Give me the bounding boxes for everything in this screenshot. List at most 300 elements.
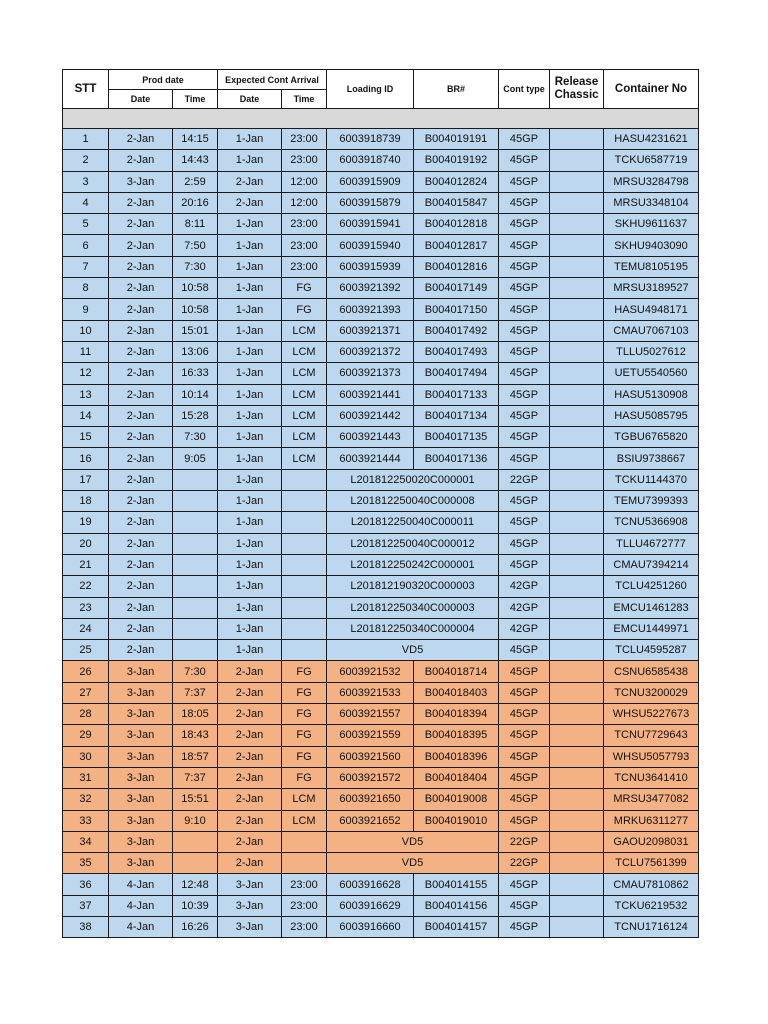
cell-loading-id: 6003921372 bbox=[327, 341, 414, 362]
cell-loading-ref: L201812250020C000001 bbox=[327, 469, 499, 490]
cell-loading-id: 6003921441 bbox=[327, 384, 414, 405]
cell-container-no: SKHU9403090 bbox=[604, 235, 699, 256]
cell-release-chassic bbox=[550, 767, 604, 788]
cell-arrival-time bbox=[282, 618, 327, 639]
cell-prod-time: 7:30 bbox=[173, 427, 218, 448]
cell-arrival-time: LCM bbox=[282, 384, 327, 405]
cell-cont-type: 22GP bbox=[499, 831, 550, 852]
cell-container-no: CMAU7067103 bbox=[604, 320, 699, 341]
cell-prod-date: 3-Jan bbox=[109, 171, 173, 192]
header-stt: STT bbox=[63, 70, 109, 109]
cell-arrival-date: 1-Jan bbox=[218, 618, 282, 639]
cell-prod-date: 2-Jan bbox=[109, 576, 173, 597]
cell-arrival-time: LCM bbox=[282, 405, 327, 426]
cell-release-chassic bbox=[550, 129, 604, 150]
cell-loading-ref: VD5 bbox=[327, 831, 499, 852]
cell-release-chassic bbox=[550, 895, 604, 916]
cell-release-chassic bbox=[550, 299, 604, 320]
cell-prod-time: 15:51 bbox=[173, 789, 218, 810]
cell-cont-type: 45GP bbox=[499, 746, 550, 767]
cell-br: B004017134 bbox=[414, 405, 499, 426]
cell-stt: 12 bbox=[63, 363, 109, 384]
cell-loading-id: 6003921371 bbox=[327, 320, 414, 341]
cell-cont-type: 45GP bbox=[499, 171, 550, 192]
cell-release-chassic bbox=[550, 320, 604, 341]
cell-loading-id: 6003916628 bbox=[327, 874, 414, 895]
cell-release-chassic bbox=[550, 533, 604, 554]
cell-container-no: WHSU5227673 bbox=[604, 704, 699, 725]
cell-cont-type: 45GP bbox=[499, 640, 550, 661]
cell-stt: 11 bbox=[63, 341, 109, 362]
cell-arrival-date: 2-Jan bbox=[218, 682, 282, 703]
cell-arrival-time: LCM bbox=[282, 448, 327, 469]
cell-cont-type: 45GP bbox=[499, 214, 550, 235]
table-row bbox=[63, 746, 699, 767]
cell-prod-time: 8:11 bbox=[173, 214, 218, 235]
cell-br: B004019010 bbox=[414, 810, 499, 831]
table-row bbox=[63, 682, 699, 703]
cell-prod-time: 14:15 bbox=[173, 129, 218, 150]
cell-stt: 33 bbox=[63, 810, 109, 831]
cell-arrival-date: 2-Jan bbox=[218, 789, 282, 810]
cell-arrival-time: LCM bbox=[282, 363, 327, 384]
cell-container-no: SKHU9611637 bbox=[604, 214, 699, 235]
cell-arrival-date: 3-Jan bbox=[218, 916, 282, 937]
cell-prod-date: 2-Jan bbox=[109, 597, 173, 618]
cell-container-no: TGBU6765820 bbox=[604, 427, 699, 448]
cell-br: B004015847 bbox=[414, 192, 499, 213]
cell-loading-id: 6003921650 bbox=[327, 789, 414, 810]
cell-prod-time: 15:28 bbox=[173, 405, 218, 426]
cell-container-no: TCKU6219532 bbox=[604, 895, 699, 916]
cell-stt: 29 bbox=[63, 725, 109, 746]
cell-prod-date: 4-Jan bbox=[109, 916, 173, 937]
table-row bbox=[63, 491, 699, 512]
table-row bbox=[63, 597, 699, 618]
cell-cont-type: 45GP bbox=[499, 704, 550, 725]
separator-row bbox=[63, 109, 699, 129]
cell-loading-id: 6003921373 bbox=[327, 363, 414, 384]
table-row bbox=[63, 640, 699, 661]
cell-br: B004019008 bbox=[414, 789, 499, 810]
cell-arrival-date: 2-Jan bbox=[218, 853, 282, 874]
cell-prod-time: 18:05 bbox=[173, 704, 218, 725]
cell-loading-id: 6003915879 bbox=[327, 192, 414, 213]
cell-br: B004018403 bbox=[414, 682, 499, 703]
cell-arrival-time: FG bbox=[282, 704, 327, 725]
cell-cont-type: 45GP bbox=[499, 299, 550, 320]
cell-cont-type: 45GP bbox=[499, 235, 550, 256]
cell-container-no: TCNU3200029 bbox=[604, 682, 699, 703]
cell-arrival-time: 23:00 bbox=[282, 916, 327, 937]
cell-loading-id: 6003921393 bbox=[327, 299, 414, 320]
table-body bbox=[63, 109, 699, 938]
cell-br: B004017493 bbox=[414, 341, 499, 362]
cell-stt: 15 bbox=[63, 427, 109, 448]
cell-prod-date: 3-Jan bbox=[109, 682, 173, 703]
cell-br: B004019191 bbox=[414, 129, 499, 150]
cell-container-no: CMAU7394214 bbox=[604, 554, 699, 575]
cell-prod-time: 7:30 bbox=[173, 661, 218, 682]
cell-loading-id: 6003921557 bbox=[327, 704, 414, 725]
cell-arrival-date: 2-Jan bbox=[218, 661, 282, 682]
cell-arrival-time: 23:00 bbox=[282, 874, 327, 895]
cell-prod-time: 10:14 bbox=[173, 384, 218, 405]
cell-arrival-date: 1-Jan bbox=[218, 341, 282, 362]
cell-br: B004012817 bbox=[414, 235, 499, 256]
cell-loading-id: 6003921560 bbox=[327, 746, 414, 767]
cell-prod-time: 10:58 bbox=[173, 278, 218, 299]
cell-release-chassic bbox=[550, 916, 604, 937]
cell-container-no: CSNU6585438 bbox=[604, 661, 699, 682]
cell-stt: 27 bbox=[63, 682, 109, 703]
cell-prod-time bbox=[173, 576, 218, 597]
cell-container-no: HASU5085795 bbox=[604, 405, 699, 426]
cell-prod-date: 2-Jan bbox=[109, 278, 173, 299]
cell-arrival-date: 3-Jan bbox=[218, 874, 282, 895]
cell-prod-time: 7:30 bbox=[173, 256, 218, 277]
cell-prod-date: 3-Jan bbox=[109, 661, 173, 682]
cell-prod-date: 2-Jan bbox=[109, 448, 173, 469]
cell-arrival-date: 1-Jan bbox=[218, 576, 282, 597]
cell-stt: 37 bbox=[63, 895, 109, 916]
cell-stt: 36 bbox=[63, 874, 109, 895]
cell-prod-time bbox=[173, 554, 218, 575]
cell-container-no: TLLU5027612 bbox=[604, 341, 699, 362]
cell-release-chassic bbox=[550, 661, 604, 682]
cell-container-no: BSIU9738667 bbox=[604, 448, 699, 469]
cell-release-chassic bbox=[550, 256, 604, 277]
table-row bbox=[63, 384, 699, 405]
header-cont-type: Cont type bbox=[499, 70, 550, 109]
cell-stt: 35 bbox=[63, 853, 109, 874]
cell-cont-type: 45GP bbox=[499, 916, 550, 937]
cell-stt: 28 bbox=[63, 704, 109, 725]
cell-prod-time: 12:48 bbox=[173, 874, 218, 895]
cell-container-no: TCKU1144370 bbox=[604, 469, 699, 490]
cell-prod-date: 2-Jan bbox=[109, 235, 173, 256]
cell-prod-date: 2-Jan bbox=[109, 299, 173, 320]
table-row bbox=[63, 341, 699, 362]
cell-release-chassic bbox=[550, 746, 604, 767]
cell-prod-date: 2-Jan bbox=[109, 533, 173, 554]
cell-arrival-date: 1-Jan bbox=[218, 469, 282, 490]
cell-prod-date: 3-Jan bbox=[109, 810, 173, 831]
cell-prod-time: 20:16 bbox=[173, 192, 218, 213]
cell-stt: 23 bbox=[63, 597, 109, 618]
cell-arrival-time: FG bbox=[282, 299, 327, 320]
cell-arrival-time: 23:00 bbox=[282, 129, 327, 150]
cell-arrival-date: 2-Jan bbox=[218, 192, 282, 213]
cell-cont-type: 45GP bbox=[499, 278, 550, 299]
cell-br: B004017150 bbox=[414, 299, 499, 320]
cell-arrival-date: 1-Jan bbox=[218, 299, 282, 320]
table-row bbox=[63, 448, 699, 469]
cell-container-no: TCNU3641410 bbox=[604, 767, 699, 788]
cell-stt: 2 bbox=[63, 150, 109, 171]
table-row bbox=[63, 214, 699, 235]
cell-container-no: EMCU1449971 bbox=[604, 618, 699, 639]
cell-stt: 34 bbox=[63, 831, 109, 852]
cell-arrival-time bbox=[282, 640, 327, 661]
cell-cont-type: 22GP bbox=[499, 853, 550, 874]
table-row bbox=[63, 810, 699, 831]
cell-arrival-date: 1-Jan bbox=[218, 150, 282, 171]
cell-cont-type: 45GP bbox=[499, 150, 550, 171]
cell-prod-date: 2-Jan bbox=[109, 640, 173, 661]
cell-cont-type: 45GP bbox=[499, 320, 550, 341]
table-row bbox=[63, 704, 699, 725]
table-row bbox=[63, 618, 699, 639]
cell-stt: 31 bbox=[63, 767, 109, 788]
cell-arrival-time: LCM bbox=[282, 341, 327, 362]
cell-br: B004018714 bbox=[414, 661, 499, 682]
cell-prod-time: 7:37 bbox=[173, 767, 218, 788]
cell-release-chassic bbox=[550, 725, 604, 746]
cell-loading-id: 6003915909 bbox=[327, 171, 414, 192]
table-row bbox=[63, 831, 699, 852]
cell-stt: 1 bbox=[63, 129, 109, 150]
cell-cont-type: 45GP bbox=[499, 661, 550, 682]
cell-release-chassic bbox=[550, 640, 604, 661]
cell-prod-date: 4-Jan bbox=[109, 895, 173, 916]
cell-arrival-date: 1-Jan bbox=[218, 320, 282, 341]
cell-loading-id: 6003916629 bbox=[327, 895, 414, 916]
cell-stt: 18 bbox=[63, 491, 109, 512]
cell-cont-type: 45GP bbox=[499, 810, 550, 831]
table-row bbox=[63, 512, 699, 533]
table-row bbox=[63, 767, 699, 788]
cell-prod-date: 3-Jan bbox=[109, 746, 173, 767]
table-row bbox=[63, 554, 699, 575]
cell-release-chassic bbox=[550, 341, 604, 362]
cell-cont-type: 42GP bbox=[499, 618, 550, 639]
cell-arrival-date: 1-Jan bbox=[218, 427, 282, 448]
cell-cont-type: 45GP bbox=[499, 554, 550, 575]
cell-prod-time: 13:06 bbox=[173, 341, 218, 362]
cell-arrival-date: 2-Jan bbox=[218, 810, 282, 831]
cell-arrival-time bbox=[282, 831, 327, 852]
cell-stt: 16 bbox=[63, 448, 109, 469]
cell-prod-time: 7:50 bbox=[173, 235, 218, 256]
cell-prod-time: 2:59 bbox=[173, 171, 218, 192]
cell-container-no: TCLU7561399 bbox=[604, 853, 699, 874]
cell-stt: 8 bbox=[63, 278, 109, 299]
cell-prod-time: 15:01 bbox=[173, 320, 218, 341]
cell-arrival-date: 1-Jan bbox=[218, 129, 282, 150]
cell-stt: 17 bbox=[63, 469, 109, 490]
cell-prod-date: 2-Jan bbox=[109, 214, 173, 235]
cell-arrival-time: LCM bbox=[282, 789, 327, 810]
header-release-chassic: Release Chassic bbox=[550, 70, 604, 109]
cell-prod-time bbox=[173, 469, 218, 490]
cell-container-no: TCNU1716124 bbox=[604, 916, 699, 937]
cell-arrival-time: 23:00 bbox=[282, 256, 327, 277]
cell-stt: 25 bbox=[63, 640, 109, 661]
cell-container-no: HASU4948171 bbox=[604, 299, 699, 320]
cell-arrival-time bbox=[282, 491, 327, 512]
cell-stt: 22 bbox=[63, 576, 109, 597]
table-row bbox=[63, 278, 699, 299]
cell-prod-time: 16:33 bbox=[173, 363, 218, 384]
table-row bbox=[63, 853, 699, 874]
cell-cont-type: 45GP bbox=[499, 427, 550, 448]
cell-stt: 3 bbox=[63, 171, 109, 192]
table-row bbox=[63, 874, 699, 895]
cell-container-no: TCLU4595287 bbox=[604, 640, 699, 661]
cell-arrival-date: 1-Jan bbox=[218, 491, 282, 512]
cell-arrival-time: 23:00 bbox=[282, 150, 327, 171]
cell-arrival-time: FG bbox=[282, 661, 327, 682]
cell-arrival-date: 2-Jan bbox=[218, 704, 282, 725]
cell-stt: 30 bbox=[63, 746, 109, 767]
cell-br: B004017492 bbox=[414, 320, 499, 341]
cell-br: B004017135 bbox=[414, 427, 499, 448]
cell-arrival-date: 1-Jan bbox=[218, 405, 282, 426]
cell-release-chassic bbox=[550, 384, 604, 405]
header-prod-date-time: Time bbox=[173, 90, 218, 109]
cell-stt: 20 bbox=[63, 533, 109, 554]
cell-arrival-date: 1-Jan bbox=[218, 384, 282, 405]
cell-loading-id: 6003921533 bbox=[327, 682, 414, 703]
cell-prod-date: 2-Jan bbox=[109, 320, 173, 341]
cell-prod-date: 3-Jan bbox=[109, 704, 173, 725]
cell-cont-type: 45GP bbox=[499, 405, 550, 426]
cell-container-no: CMAU7810862 bbox=[604, 874, 699, 895]
cell-container-no: WHSU5057793 bbox=[604, 746, 699, 767]
cell-br: B004014156 bbox=[414, 895, 499, 916]
cell-loading-id: 6003921442 bbox=[327, 405, 414, 426]
cell-br: B004018404 bbox=[414, 767, 499, 788]
cell-loading-id: 6003921444 bbox=[327, 448, 414, 469]
cell-arrival-date: 1-Jan bbox=[218, 554, 282, 575]
cell-stt: 24 bbox=[63, 618, 109, 639]
cell-cont-type: 45GP bbox=[499, 341, 550, 362]
table-row bbox=[63, 171, 699, 192]
cell-release-chassic bbox=[550, 831, 604, 852]
cell-loading-id: 6003915941 bbox=[327, 214, 414, 235]
table-row bbox=[63, 725, 699, 746]
cell-release-chassic bbox=[550, 363, 604, 384]
table-row bbox=[63, 363, 699, 384]
cell-br: B004012816 bbox=[414, 256, 499, 277]
cell-arrival-date: 1-Jan bbox=[218, 448, 282, 469]
cell-stt: 4 bbox=[63, 192, 109, 213]
cell-br: B004012824 bbox=[414, 171, 499, 192]
table-row bbox=[63, 533, 699, 554]
cell-prod-date: 2-Jan bbox=[109, 405, 173, 426]
cell-prod-time bbox=[173, 512, 218, 533]
cell-loading-ref: L201812250040C000012 bbox=[327, 533, 499, 554]
cell-container-no: MRKU6311277 bbox=[604, 810, 699, 831]
cell-br: B004017133 bbox=[414, 384, 499, 405]
cell-br: B004018394 bbox=[414, 704, 499, 725]
cell-br: B004014155 bbox=[414, 874, 499, 895]
cell-arrival-date: 1-Jan bbox=[218, 640, 282, 661]
cell-arrival-time bbox=[282, 469, 327, 490]
cell-arrival-time: FG bbox=[282, 725, 327, 746]
cell-container-no: TEMU7399393 bbox=[604, 491, 699, 512]
cell-cont-type: 45GP bbox=[499, 874, 550, 895]
cell-arrival-time: 23:00 bbox=[282, 235, 327, 256]
table-row bbox=[63, 129, 699, 150]
cell-prod-date: 3-Jan bbox=[109, 767, 173, 788]
cell-release-chassic bbox=[550, 214, 604, 235]
table-row bbox=[63, 916, 699, 937]
cell-prod-time: 14:43 bbox=[173, 150, 218, 171]
cell-prod-time bbox=[173, 491, 218, 512]
header-expected-arrival: Expected Cont Arrival bbox=[218, 70, 327, 90]
cell-release-chassic bbox=[550, 512, 604, 533]
cell-cont-type: 45GP bbox=[499, 533, 550, 554]
cell-stt: 6 bbox=[63, 235, 109, 256]
cell-br: B004017494 bbox=[414, 363, 499, 384]
cell-prod-time: 10:39 bbox=[173, 895, 218, 916]
cell-prod-time: 9:10 bbox=[173, 810, 218, 831]
cell-release-chassic bbox=[550, 405, 604, 426]
cell-stt: 19 bbox=[63, 512, 109, 533]
cell-prod-date: 2-Jan bbox=[109, 512, 173, 533]
cell-arrival-date: 1-Jan bbox=[218, 512, 282, 533]
table-row bbox=[63, 299, 699, 320]
cell-container-no: MRSU3189527 bbox=[604, 278, 699, 299]
cell-loading-id: 6003921443 bbox=[327, 427, 414, 448]
cell-arrival-date: 2-Jan bbox=[218, 831, 282, 852]
cell-loading-ref: L201812190320C000003 bbox=[327, 576, 499, 597]
cell-stt: 13 bbox=[63, 384, 109, 405]
cell-cont-type: 45GP bbox=[499, 512, 550, 533]
cell-arrival-time: 23:00 bbox=[282, 214, 327, 235]
cell-loading-id: 6003918740 bbox=[327, 150, 414, 171]
cell-prod-time: 9:05 bbox=[173, 448, 218, 469]
header-arrival-time: Time bbox=[282, 90, 327, 109]
cell-arrival-date: 1-Jan bbox=[218, 214, 282, 235]
cell-cont-type: 45GP bbox=[499, 129, 550, 150]
cell-loading-ref: L201812250040C000008 bbox=[327, 491, 499, 512]
cell-br: B004017149 bbox=[414, 278, 499, 299]
cell-loading-id: 6003915940 bbox=[327, 235, 414, 256]
cell-loading-id: 6003915939 bbox=[327, 256, 414, 277]
cell-prod-date: 2-Jan bbox=[109, 363, 173, 384]
cell-arrival-time bbox=[282, 512, 327, 533]
cell-prod-time: 18:57 bbox=[173, 746, 218, 767]
cell-container-no: TEMU8105195 bbox=[604, 256, 699, 277]
cell-container-no: TCLU4251260 bbox=[604, 576, 699, 597]
cell-loading-id: 6003921652 bbox=[327, 810, 414, 831]
cell-br: B004014157 bbox=[414, 916, 499, 937]
cell-stt: 26 bbox=[63, 661, 109, 682]
cell-cont-type: 45GP bbox=[499, 491, 550, 512]
cell-stt: 10 bbox=[63, 320, 109, 341]
cell-arrival-time: LCM bbox=[282, 427, 327, 448]
cell-br: B004012818 bbox=[414, 214, 499, 235]
cell-br: B004017136 bbox=[414, 448, 499, 469]
cell-arrival-time: 23:00 bbox=[282, 895, 327, 916]
cell-container-no: GAOU2098031 bbox=[604, 831, 699, 852]
cell-arrival-time: FG bbox=[282, 767, 327, 788]
cell-br: B004018396 bbox=[414, 746, 499, 767]
cell-prod-date: 2-Jan bbox=[109, 427, 173, 448]
table-row bbox=[63, 192, 699, 213]
cell-release-chassic bbox=[550, 576, 604, 597]
cell-arrival-time: FG bbox=[282, 278, 327, 299]
cell-cont-type: 45GP bbox=[499, 192, 550, 213]
cell-container-no: TLLU4672777 bbox=[604, 533, 699, 554]
cell-loading-ref: VD5 bbox=[327, 640, 499, 661]
table-row bbox=[63, 320, 699, 341]
cell-release-chassic bbox=[550, 554, 604, 575]
cell-arrival-time: FG bbox=[282, 682, 327, 703]
